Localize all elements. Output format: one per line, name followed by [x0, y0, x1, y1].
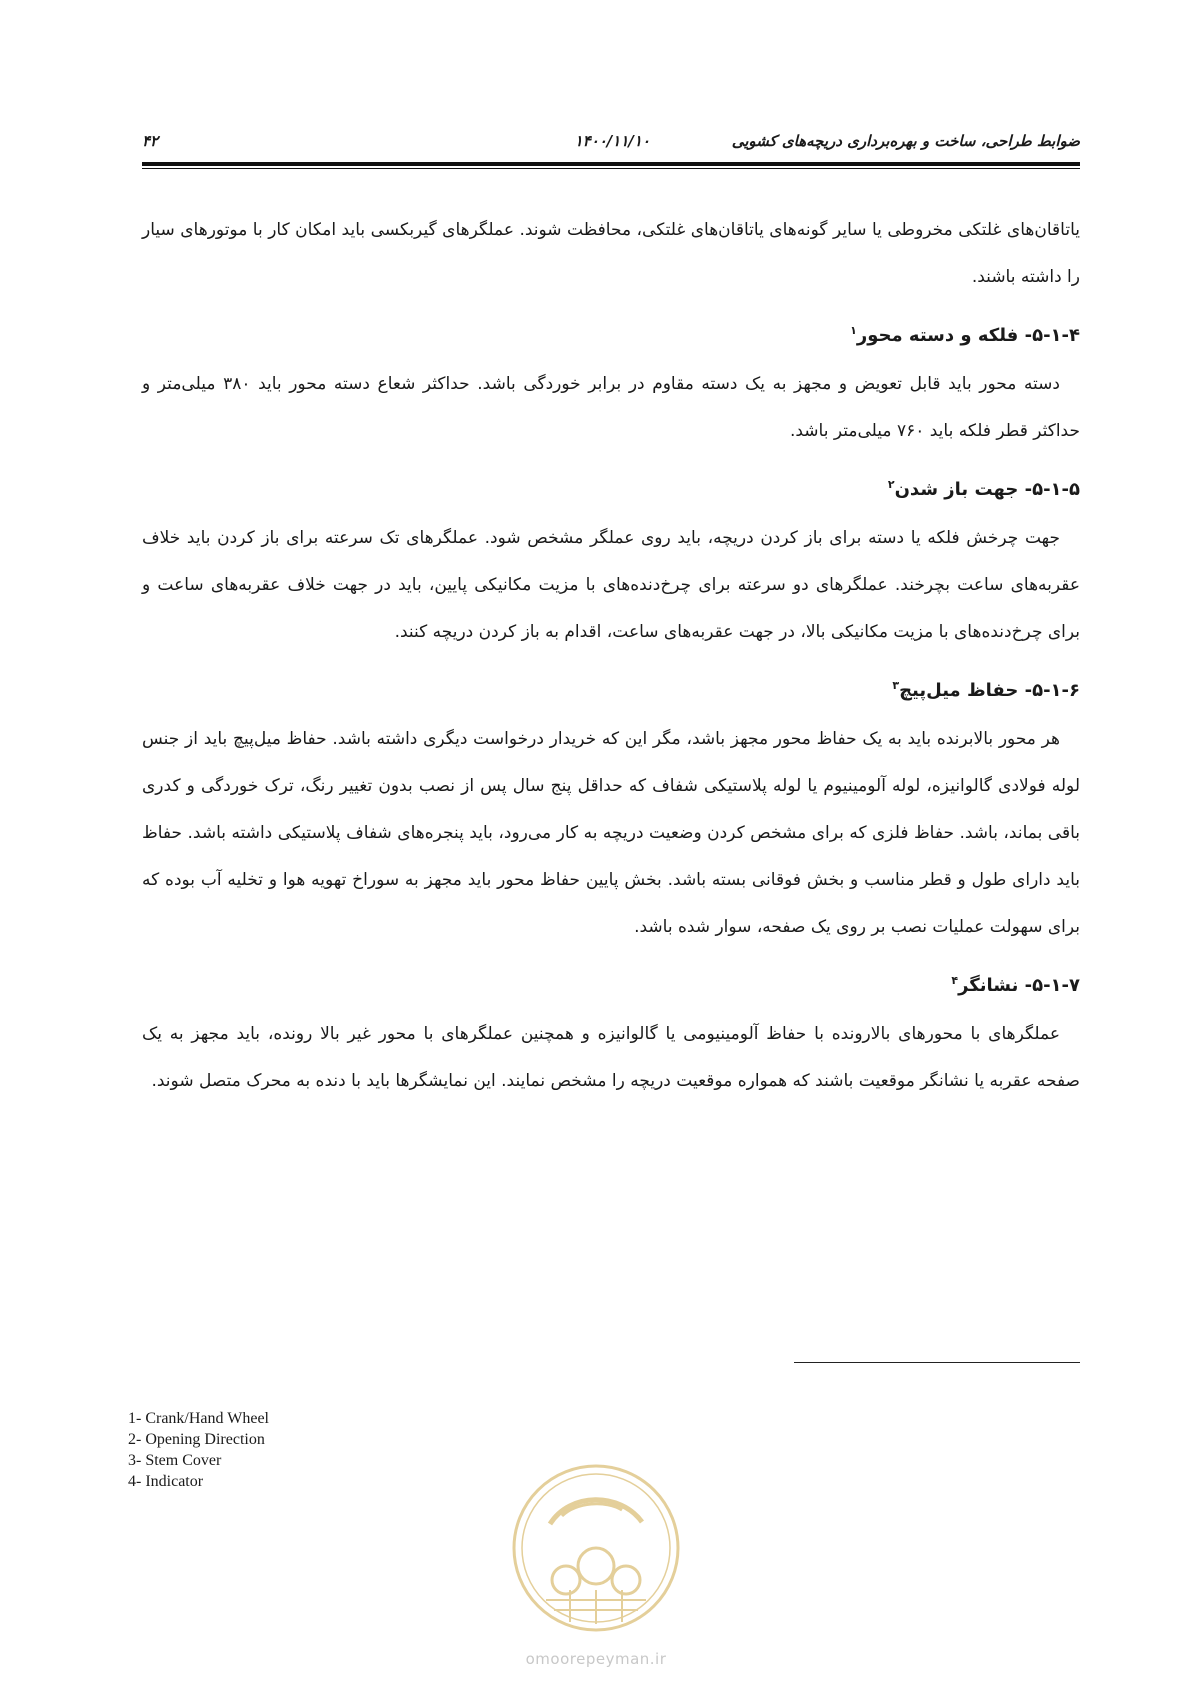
footnote-separator — [794, 1362, 1080, 1363]
footnote-item: 2- Opening Direction — [128, 1431, 265, 1448]
footnote-item: 4- Indicator — [128, 1473, 204, 1490]
section-heading-stem-cover — [142, 656, 1080, 716]
intro-paragraph: یاتاقان‌های غلتکی مخروطی یا سایر گونه‌های یاتاقان‌های غلتکی، محافظت شوند. عملگرهای گیربکسی باید امکان کار با موتورهای سیار را داشته باشند. — [142, 220, 1080, 287]
footnote-item: 1- Crank/Hand Wheel — [128, 1410, 269, 1427]
footnote-item: 3- Stem Cover — [128, 1452, 222, 1469]
section-heading-opening-direction — [142, 455, 1080, 515]
footnotes — [128, 1408, 269, 1492]
footnote-ref: ۲ — [887, 478, 895, 491]
footnote-ref: ۱ — [850, 324, 857, 337]
main-content — [142, 207, 1080, 1105]
section-body-stem-cover: هر محور بالابرنده باید به یک حفاظ محور مجهز باشد، مگر این که خریدار درخواست دیگری داشته باشد. حفاظ میل‌پیچ باید از جنس لوله فولادی گالوانیزه، لوله آلومینیوم یا لوله پلاستیکی شفاف که حداقل پنج سال پس از نصب بدون تغییر رنگ، ترک خوردگی و کدری باقی بماند، باشد. حفاظ فلزی که برای مشخص کردن وضعیت دریچه به کار می‌رود، باید پنجره‌های شفاف پلاستیکی داشته باشد. حفاظ باید دارای طول و قطر مناسب و بخش فوقانی بسته باشد. بخش پایین حفاظ محور باید مجهز به سوراخ تهویه هوا و تخلیه آب بوده که برای سهولت عملیات نصب بر روی یک صفحه، سوار شده باشد. — [142, 729, 1080, 937]
section-heading-text: ۵-۱-۶- حفاظ میل‌پیچ — [899, 680, 1080, 701]
section-body-opening-direction: جهت چرخش فلکه یا دسته برای باز کردن دریچه، باید روی عملگر مشخص شود. عملگرهای تک سرعته برای باز کردن باید خلاف عقربه‌های ساعت بچرخند. عملگرهای دو سرعته برای چرخ‌دنده‌های با مزیت مکانیکی پایین، باید در جهت خلاف عقربه‌های ساعت و برای چرخ‌دنده‌های با مزیت مکانیکی بالا، در جهت عقربه‌های ساعت، اقدام به باز کردن دریچه کنند. — [142, 528, 1080, 642]
page-header — [142, 128, 1080, 158]
omoore-peyman-seal-icon — [510, 1462, 682, 1634]
section-body-crank: دسته محور باید قابل تعویض و مجهز به یک دسته مقاوم در برابر خوردگی باشد. حداکثر شعاع دسته محور باید ۳۸۰ میلی‌متر و حداکثر قطر فلکه باید ۷۶۰ میلی‌متر باشد. — [142, 374, 1080, 441]
header-rule-thin — [142, 168, 1080, 169]
section-heading-crank — [142, 301, 1080, 361]
section-body-indicator: عملگرهای با محورهای بالارونده با حفاظ آلومینیومی یا گالوانیزه و همچنین عملگرهای با محور غیر بالا رونده، باید مجهز به یک صفحه عقربه یا نشانگر موقعیت باشند که همواره موقعیت دریچه را مشخص نمایند. این نمایشگرها باید با دنده به محرک متصل شوند. — [142, 1024, 1080, 1091]
header-date: ۱۴۰۰/۱۱/۱۰ — [574, 132, 650, 150]
header-title: ضوابط طراحی، ساخت و بهره‌برداری دریچه‌های کشویی — [731, 132, 1080, 150]
footnote-ref: ۴ — [951, 974, 959, 987]
section-heading-text: ۵-۱-۷- نشانگر — [958, 975, 1080, 996]
section-heading-text: ۵-۱-۴- فلکه و دسته محور — [856, 325, 1080, 346]
section-heading-text: ۵-۱-۵- جهت باز شدن — [894, 479, 1080, 500]
section-heading-indicator — [142, 951, 1080, 1011]
watermark-url: omoorepeyman.ir — [525, 1650, 667, 1668]
footnote-ref: ۳ — [892, 679, 900, 692]
page-number: ۴۲ — [142, 132, 159, 150]
header-rule-thick — [142, 162, 1080, 166]
